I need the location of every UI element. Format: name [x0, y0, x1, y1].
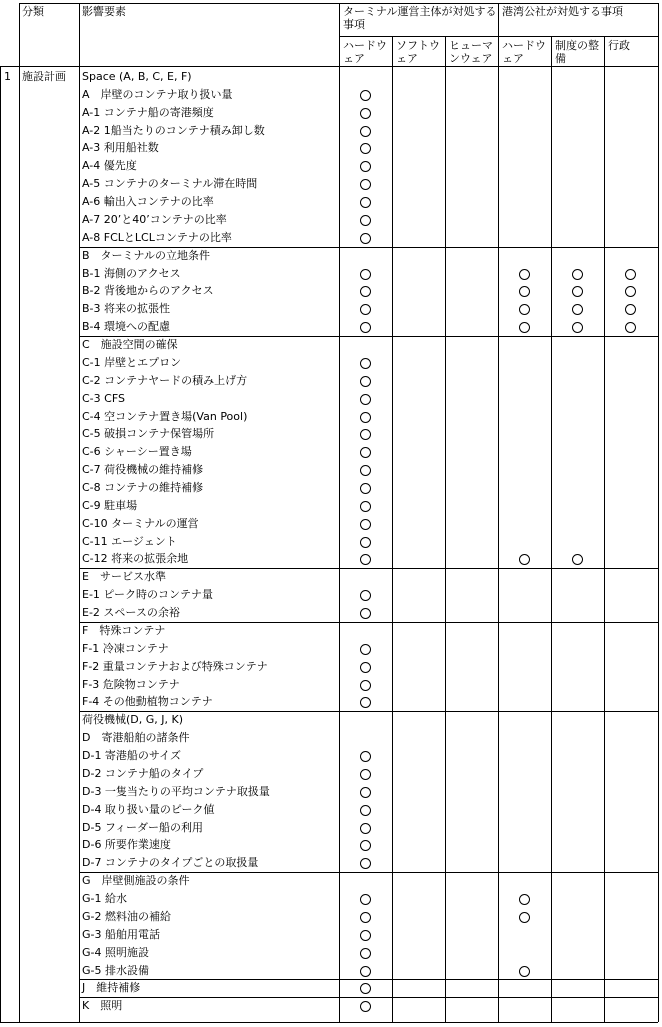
- circle-mark-icon: [360, 948, 371, 959]
- circle-mark-icon: [625, 304, 636, 315]
- circle-mark-icon: [360, 483, 371, 494]
- table-row: E-1 ピーク時のコンテナ量: [82, 588, 213, 602]
- table-row: C-11 エージェント: [82, 534, 177, 548]
- table-row: E-2 スペースの余裕: [82, 606, 180, 620]
- circle-mark-icon: [360, 233, 371, 244]
- circle-mark-icon: [572, 286, 583, 297]
- circle-mark-icon: [360, 322, 371, 333]
- left-border: [0, 66, 1, 1022]
- table-row: D-1 寄港船のサイズ: [82, 749, 182, 763]
- circle-mark-icon: [360, 215, 371, 226]
- circle-mark-icon: [360, 930, 371, 941]
- table-row: G-4 照明施設: [82, 945, 149, 959]
- header-terminal-software: ソフトウェア: [396, 39, 440, 65]
- header-terminal-group: ターミナル運営主体が対処する事項: [343, 5, 497, 31]
- circle-mark-icon: [360, 983, 371, 994]
- column-divider: [498, 3, 499, 1022]
- circle-mark-icon: [360, 447, 371, 458]
- column-divider: [604, 36, 605, 1022]
- section-divider: [79, 336, 658, 337]
- header-factor: 影響要素: [82, 5, 126, 18]
- table-row: C-9 駐車場: [82, 498, 138, 512]
- column-divider: [79, 3, 80, 1022]
- table-row: C-1 岸壁とエプロン: [82, 355, 182, 369]
- table-row: G-1 給水: [82, 892, 127, 906]
- table-row: B-2 背後地からのアクセス: [82, 284, 214, 298]
- section-divider: [79, 622, 658, 623]
- table-row: A-8 FCLとLCLコンテナの比率: [82, 230, 232, 244]
- section-heading: Space (A, B, C, E, F): [82, 70, 192, 83]
- circle-mark-icon: [360, 858, 371, 869]
- circle-mark-icon: [360, 465, 371, 476]
- circle-mark-icon: [360, 966, 371, 977]
- table-row: A-2 1船当たりのコンテナ積み卸し数: [82, 123, 265, 137]
- section-divider: [79, 568, 658, 569]
- circle-mark-icon: [519, 966, 530, 977]
- circle-mark-icon: [360, 751, 371, 762]
- circle-mark-icon: [360, 90, 371, 101]
- table-row: D-6 所要作業速度: [82, 838, 171, 852]
- circle-mark-icon: [519, 912, 530, 923]
- section-heading: J 維持補修: [82, 981, 141, 995]
- table-row: C-8 コンテナの維持補修: [82, 481, 204, 494]
- circle-mark-icon: [360, 590, 371, 601]
- circle-mark-icon: [360, 376, 371, 387]
- section-divider: [79, 872, 658, 873]
- category-name: 施設計画: [22, 70, 66, 83]
- table-row: A-7 20’と40’コンテナの比率: [82, 212, 227, 226]
- section-heading: F 特殊コンテナ: [82, 623, 166, 637]
- column-divider: [658, 3, 659, 1022]
- circle-mark-icon: [360, 644, 371, 655]
- circle-mark-icon: [519, 554, 530, 565]
- circle-mark-icon: [360, 143, 371, 154]
- table-row: B-4 環境への配慮: [82, 320, 171, 334]
- circle-mark-icon: [360, 179, 371, 190]
- section-heading: K 照明: [82, 999, 123, 1013]
- table-row: A 岸壁のコンテナ取り扱い量: [82, 87, 233, 101]
- table-row: B-1 海側のアクセス: [82, 266, 181, 280]
- circle-mark-icon: [360, 1001, 371, 1012]
- circle-mark-icon: [519, 894, 530, 905]
- column-divider: [392, 36, 393, 1022]
- circle-mark-icon: [360, 412, 371, 423]
- table-row: G-5 排水設備: [82, 963, 149, 977]
- table-row: D-7 コンテナのタイプごとの取扱量: [82, 856, 259, 870]
- circle-mark-icon: [625, 286, 636, 297]
- circle-mark-icon: [360, 286, 371, 297]
- circle-mark-icon: [360, 358, 371, 369]
- section-divider: [79, 979, 658, 980]
- circle-mark-icon: [360, 680, 371, 691]
- table-row: C-3 CFS: [82, 391, 125, 405]
- circle-mark-icon: [360, 697, 371, 708]
- table-row: A-4 優先度: [82, 159, 137, 173]
- circle-mark-icon: [360, 805, 371, 816]
- header-port-group: 港湾公社が対処する事項: [502, 5, 623, 18]
- section-divider: [79, 247, 658, 248]
- circle-mark-icon: [360, 501, 371, 512]
- circle-mark-icon: [360, 608, 371, 619]
- header-port-hardware: ハードウェア: [502, 39, 546, 65]
- circle-mark-icon: [360, 894, 371, 905]
- header-terminal-humanware: ヒューマンウェア: [449, 39, 493, 65]
- section-heading: C 施設空間の確保: [82, 338, 178, 352]
- circle-mark-icon: [360, 394, 371, 405]
- section-divider: [79, 711, 658, 712]
- circle-mark-icon: [360, 840, 371, 851]
- circle-mark-icon: [360, 662, 371, 673]
- table-row: A-3 利用船社数: [82, 141, 159, 155]
- header-category: 分類: [22, 5, 44, 18]
- circle-mark-icon: [572, 554, 583, 565]
- circle-mark-icon: [360, 161, 371, 172]
- table-row: D 寄港船舶の諸条件: [82, 731, 190, 745]
- circle-mark-icon: [625, 269, 636, 280]
- column-divider: [19, 3, 20, 1022]
- header-terminal-hardware: ハードウェア: [343, 39, 387, 65]
- circle-mark-icon: [360, 537, 371, 548]
- circle-mark-icon: [360, 519, 371, 530]
- circle-mark-icon: [360, 197, 371, 208]
- table-row: F-4 その他動植物コンテナ: [82, 695, 213, 709]
- table-row: F-3 危険物コンテナ: [82, 677, 180, 691]
- table-row: C-5 破損コンテナ保管場所: [82, 427, 215, 441]
- header-bottom-border: [0, 66, 658, 67]
- table-row: C-10 ターミナルの運営: [82, 516, 199, 530]
- circle-mark-icon: [519, 269, 530, 280]
- column-divider: [551, 36, 552, 1022]
- circle-mark-icon: [360, 126, 371, 137]
- circle-mark-icon: [360, 912, 371, 923]
- category-number: 1: [4, 70, 11, 83]
- table-row: D-3 一隻当たりの平均コンテナ取扱量: [82, 784, 270, 798]
- circle-mark-icon: [572, 304, 583, 315]
- circle-mark-icon: [360, 554, 371, 565]
- circle-mark-icon: [625, 322, 636, 333]
- table-bottom-border: [0, 1022, 658, 1023]
- section-divider: [79, 997, 658, 998]
- circle-mark-icon: [360, 108, 371, 119]
- circle-mark-icon: [360, 269, 371, 280]
- table-row: F-2 重量コンテナおよび特殊コンテナ: [82, 659, 268, 673]
- table-row: A-1 コンテナ船の寄港頻度: [82, 105, 214, 119]
- circle-mark-icon: [519, 304, 530, 315]
- circle-mark-icon: [360, 304, 371, 315]
- circle-mark-icon: [360, 787, 371, 798]
- section-heading: B ターミナルの立地条件: [82, 248, 210, 262]
- circle-mark-icon: [360, 823, 371, 834]
- circle-mark-icon: [572, 322, 583, 333]
- table-row: C-6 シャーシー置き場: [82, 445, 192, 459]
- table-row: C-7 荷役機械の維持補修: [82, 463, 204, 477]
- table-row: D-5 フィーダー船の利用: [82, 820, 204, 834]
- table-row: G-2 燃料油の補給: [82, 909, 171, 923]
- circle-mark-icon: [519, 322, 530, 333]
- header-port-admin: 行政: [608, 39, 630, 52]
- circle-mark-icon: [360, 429, 371, 440]
- table-row: B-3 将来の拡張性: [82, 302, 171, 316]
- column-divider: [445, 36, 446, 1022]
- table-row: D-4 取り扱い量のピーク値: [82, 802, 215, 816]
- header-port-system: 制度の整備: [555, 39, 599, 65]
- column-divider: [339, 3, 340, 1022]
- table-row: F-1 冷凍コンテナ: [82, 641, 169, 655]
- table-row: C-4 空コンテナ置き場(Van Pool): [82, 409, 248, 423]
- table-row: C-2 コンテナヤードの積み上げ方: [82, 373, 248, 387]
- section-heading: G 岸壁側施設の条件: [82, 874, 190, 888]
- circle-mark-icon: [572, 269, 583, 280]
- circle-mark-icon: [360, 769, 371, 780]
- table-row: C-12 将来の拡張余地: [82, 552, 189, 566]
- circle-mark-icon: [519, 286, 530, 297]
- section-heading: E サービス水準: [82, 570, 166, 584]
- table-row: A-6 輸出入コンテナの比率: [82, 195, 214, 209]
- table-row: D-2 コンテナ船のタイプ: [82, 766, 204, 780]
- table-row: G-3 船舶用電話: [82, 927, 160, 941]
- table-row: A-5 コンテナのターミナル滞在時間: [82, 177, 258, 191]
- section-heading: 荷役機械(D, G, J, K): [82, 713, 184, 727]
